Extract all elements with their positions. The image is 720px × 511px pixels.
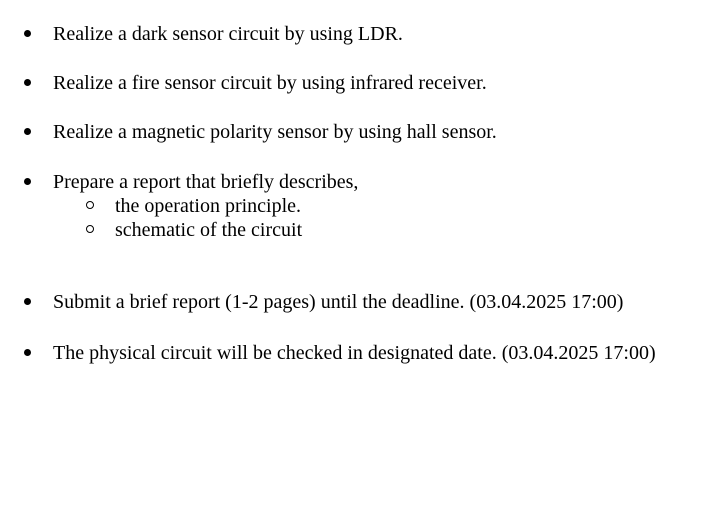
list-item-text: Submit a brief report (1-2 pages) until the deadline. (03.04.2025 17:00) [53,291,624,313]
bullet-icon [22,346,32,360]
sub-list-item-text: the operation principle. [115,195,302,217]
sub-list-item-text: schematic of the circuit [115,219,303,241]
list-item-text: Prepare a report that briefly describes, [53,171,359,193]
bullet-icon [22,125,32,139]
bullet-icon [22,27,32,41]
sub-list-item [0,218,720,242]
hollow-bullet-icon [86,201,94,209]
list-item [0,290,720,316]
bullet-icon [22,295,32,309]
hollow-bullet-icon [86,225,94,233]
list-item-text: Realize a fire sensor circuit by using infrared receiver. [53,72,487,94]
list-item [0,341,720,367]
list-item [0,170,720,196]
sub-list-item [0,194,720,218]
list-item-text: Realize a magnetic polarity sensor by using hall sensor. [53,121,497,143]
list-item-text: The physical circuit will be checked in designated date. (03.04.2025 17:00) [53,342,656,364]
list-item [0,120,720,146]
list-item [0,22,720,48]
bullet-icon [22,175,32,189]
list-item-text: Realize a dark sensor circuit by using LDR. [53,23,403,45]
bullet-icon [22,76,32,90]
list-item [0,71,720,97]
